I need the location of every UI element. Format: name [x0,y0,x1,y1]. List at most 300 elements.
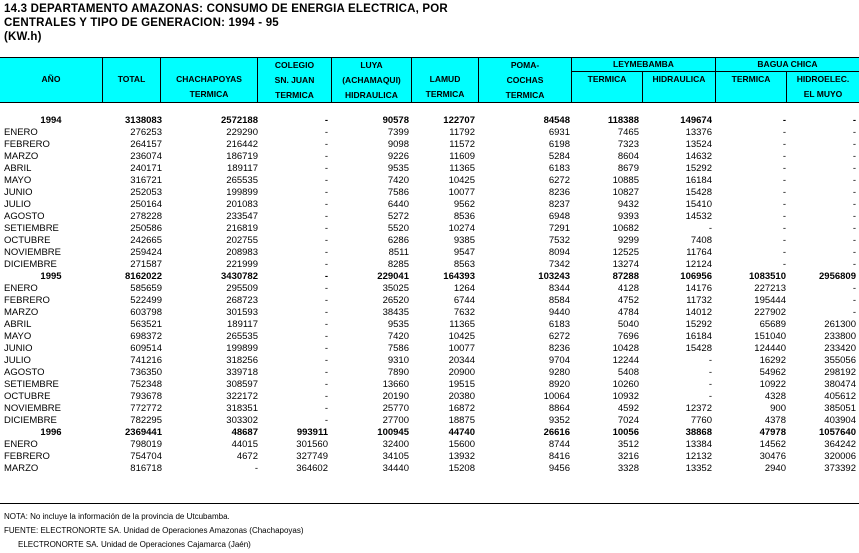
table-cell: 355056 [824,355,856,366]
table-cell: 7291 [548,223,570,234]
header-anio: AÑO [41,74,61,84]
table-cell: 7760 [690,415,712,426]
table-cell: 609514 [130,343,162,354]
row-label: FEBRERO [4,451,50,462]
table-cell: 9704 [548,355,570,366]
table-cell: 8344 [548,283,570,294]
table-cell: 20344 [448,355,475,366]
table-cell: 772772 [130,403,162,414]
table-cell: 7399 [387,127,409,138]
table-cell: 47978 [759,427,786,438]
table-cell: - [324,139,328,150]
table-cell: - [852,175,856,186]
table-cell: - [324,319,328,330]
table-cell: 741216 [130,355,162,366]
table-cell: 10260 [612,379,639,390]
header-bagua: BAGUA CHICA [757,59,818,69]
table-row [0,235,859,247]
table-cell: 25770 [382,403,409,414]
table-cell: - [782,115,786,126]
table-cell: 900 [770,403,786,414]
table-cell: 11365 [449,319,475,330]
table-cell: 278228 [130,211,162,222]
table-cell: 276253 [130,127,162,138]
table-cell: 5408 [617,367,639,378]
table-cell: 30476 [759,451,786,462]
table-cell: 10682 [612,223,639,234]
table-row [0,439,859,451]
table-cell: 7532 [548,235,570,246]
table-cell: 16184 [685,175,712,186]
table-cell: 8285 [387,259,409,270]
row-label: FEBRERO [4,139,50,150]
table-cell: 233800 [824,331,856,342]
table-cell: 9456 [548,463,570,474]
row-label: OCTUBRE [4,235,51,246]
table-cell: 11572 [449,139,475,150]
table-cell: - [708,223,712,234]
table-cell: 16292 [759,355,786,366]
table-cell: 8864 [548,403,570,414]
row-label: NOVIEMBRE [4,403,62,414]
table-cell: 242665 [130,235,162,246]
table-cell: 6183 [548,319,570,330]
table-cell: 301593 [226,307,258,318]
table-cell: 993911 [296,427,328,438]
table-cell: 189117 [227,163,258,174]
table-cell: 227902 [754,307,786,318]
table-cell: 301560 [296,439,328,450]
table-row [0,163,859,175]
table-cell: 4752 [617,295,639,306]
table-cell: 10274 [448,223,475,234]
table-cell: 118388 [607,115,639,126]
table-cell: - [782,235,786,246]
table-cell: 34440 [382,463,409,474]
table-cell: 265535 [226,331,258,342]
row-label: ENERO [4,439,38,450]
year-total-row [0,115,859,127]
table-cell: 308597 [226,379,258,390]
table-cell: 2956809 [819,271,856,282]
table-cell: 14562 [759,439,786,450]
table-cell: 4128 [617,283,639,294]
table-row [0,283,859,295]
table-cell: 2369441 [125,427,162,438]
table-cell: 13376 [685,127,712,138]
table-cell: 65689 [759,319,786,330]
table-cell: 6272 [548,175,570,186]
table-cell: 405612 [824,391,856,402]
table-cell: 9098 [387,139,409,150]
table-cell: - [782,211,786,222]
table-cell: 8604 [617,151,639,162]
table-row [0,367,859,379]
table-cell: 195444 [754,295,786,306]
table-cell: - [852,151,856,162]
table-cell: 201083 [226,199,258,210]
table-cell: - [324,391,328,402]
table-cell: 216442 [226,139,258,150]
table-cell: 4592 [617,403,639,414]
row-label: 1995 [40,271,62,282]
table-cell: 5040 [617,319,639,330]
table-cell: 233547 [226,211,258,222]
table-cell: 10425 [448,175,475,186]
table-cell: - [324,223,328,234]
table-cell: 7408 [690,235,712,246]
table-cell: 13660 [382,379,409,390]
table-cell: 13384 [685,439,712,450]
table-cell: 11609 [449,151,475,162]
table-row [0,355,859,367]
table-row [0,451,859,463]
table-cell: - [324,271,328,282]
table-cell: 20900 [448,367,475,378]
table-cell: - [324,235,328,246]
table-row [0,403,859,415]
table-cell: - [708,391,712,402]
table-cell: 13524 [685,139,712,150]
table-cell: 34105 [382,451,409,462]
table-cell: 6198 [548,139,570,150]
header-lamud: LAMUD TERMICA [425,74,465,99]
table-cell: 7465 [617,127,639,138]
table-cell: 9299 [617,235,639,246]
table-cell: 54962 [759,367,786,378]
table-cell: 10077 [448,187,475,198]
table-cell: - [324,331,328,342]
header-leymebamba-hidraulica: HIDRAULICA [652,74,706,84]
table-cell: 14012 [685,307,712,318]
table-cell: 26616 [543,427,570,438]
table-cell: 754704 [130,451,162,462]
row-label: OCTUBRE [4,391,51,402]
table-cell: 199899 [226,343,258,354]
table-row [0,391,859,403]
table-cell: 1057640 [819,427,856,438]
table-cell: 38868 [685,427,712,438]
table-cell: 13932 [448,451,475,462]
table-cell: - [852,283,856,294]
table-row [0,175,859,187]
table-cell: - [324,379,328,390]
row-label: ABRIL [4,319,32,330]
table-cell: 7632 [453,307,475,318]
table-cell: 10885 [612,175,639,186]
table-cell: 10827 [612,187,639,198]
table-cell: 202755 [226,235,258,246]
table-cell: 9432 [617,199,639,210]
table-cell: 7890 [387,367,409,378]
table-cell: 151040 [754,331,786,342]
table-cell: - [324,115,328,126]
table-cell: - [782,247,786,258]
table-cell: 8536 [453,211,475,222]
header-total: TOTAL [117,74,146,84]
table-row [0,463,859,475]
footnotes [4,510,304,552]
table-cell: 14532 [685,211,712,222]
table-row [0,415,859,427]
table-row [0,379,859,391]
table-cell: - [254,463,258,474]
source-line-1: FUENTE: ELECTRONORTE SA. Unidad de Operaciones Amazonas (Chachapoyas) [4,526,304,535]
row-label: NOVIEMBRE [4,247,62,258]
table-cell: 44740 [448,427,475,438]
table-cell: 6440 [387,199,409,210]
row-label: JUNIO [4,187,33,198]
table-cell: - [324,175,328,186]
table-cell: 8511 [388,247,409,258]
table-cell: 5520 [387,223,409,234]
table-cell: 5284 [548,151,570,162]
table-row [0,187,859,199]
table-cell: - [324,307,328,318]
table-cell: 122707 [443,115,475,126]
table-cell: 236074 [130,151,162,162]
table-cell: 9547 [453,247,475,258]
table-cell: 327749 [296,451,328,462]
table-cell: 782295 [130,415,162,426]
table-cell: 264157 [130,139,162,150]
table-cell: 14176 [685,283,712,294]
table-cell: 229041 [377,271,409,282]
table-cell: 12525 [612,247,639,258]
table-cell: 6183 [548,163,570,174]
row-label: DICIEMBRE [4,415,57,426]
table-cell: 9226 [387,151,409,162]
table-cell: - [324,343,328,354]
table-cell: 15208 [448,463,475,474]
table-cell: 221999 [226,259,258,270]
table-cell: 2572188 [221,115,258,126]
table-cell: 736350 [130,367,162,378]
table-cell: 20190 [382,391,409,402]
table-cell: - [852,259,856,270]
table-cell: 4784 [617,307,639,318]
table-cell: 164393 [443,271,475,282]
table-cell: 316721 [130,175,162,186]
table-cell: 9440 [548,307,570,318]
table-cell: 403904 [824,415,856,426]
table-cell: 7420 [387,331,409,342]
year-total-row [0,427,859,439]
table-cell: 3430782 [221,271,258,282]
table-row [0,139,859,151]
table-cell: - [852,163,856,174]
title-line-1: 14.3 DEPARTAMENTO AMAZONAS: CONSUMO DE ENERGIA ELECTRICA, POR [4,3,448,15]
row-label: SETIEMBRE [4,379,59,390]
table-cell: 8236 [548,187,570,198]
table-cell: - [324,187,328,198]
table-cell: 6744 [453,295,475,306]
row-label: FEBRERO [4,295,50,306]
table-cell: 27700 [382,415,409,426]
table-cell: 3216 [617,451,639,462]
table-cell: 9562 [453,199,475,210]
table-cell: 11365 [449,163,475,174]
table-cell: 7420 [387,175,409,186]
table-cell: 3512 [617,439,639,450]
table-cell: - [782,187,786,198]
row-label: JULIO [4,355,31,366]
table-cell: 320006 [824,451,856,462]
table-cell: 7323 [617,139,639,150]
table-cell: 698372 [130,331,162,342]
header-chachapoyas: CHACHAPOYAS TERMICA [176,74,242,99]
table-cell: 38435 [382,307,409,318]
table-cell: 8236 [548,343,570,354]
table-cell: 7342 [548,259,570,270]
row-label: AGOSTO [4,367,45,378]
table-cell: 7586 [387,343,409,354]
table-cell: 15292 [685,163,712,174]
table-cell: 9280 [548,367,570,378]
table-row [0,211,859,223]
table-cell: 16184 [685,331,712,342]
table-cell: 199899 [226,187,258,198]
table-cell: 8162022 [125,271,162,282]
table-cell: 44015 [231,439,258,450]
table-cell: 10428 [612,343,639,354]
table-cell: 216819 [226,223,258,234]
header-bottom-border [0,102,859,103]
row-label: SETIEMBRE [4,223,59,234]
table-cell: - [852,139,856,150]
table-cell: 603798 [130,307,162,318]
table-cell: - [324,295,328,306]
table-cell: - [782,223,786,234]
table-cell: 6948 [548,211,570,222]
table-cell: 303302 [226,415,258,426]
table-row [0,331,859,343]
table-cell: 1083510 [749,271,786,282]
table-row [0,247,859,259]
table-cell: - [324,247,328,258]
table-cell: 87288 [612,271,639,282]
table-row [0,295,859,307]
table-cell: 563521 [130,319,162,330]
table-cell: 240171 [130,163,162,174]
table-cell: - [852,235,856,246]
table-cell: 16872 [448,403,475,414]
table-cell: 10932 [612,391,639,402]
table-cell: - [324,163,328,174]
table-cell: 11792 [449,127,475,138]
table-cell: 7024 [617,415,639,426]
table-bottom-border [0,503,859,504]
table-cell: - [782,199,786,210]
table-cell: 380474 [824,379,856,390]
table-cell: - [852,307,856,318]
table-cell: 261300 [824,319,856,330]
table-cell: 149674 [680,115,712,126]
table-row [0,127,859,139]
table-cell: - [782,127,786,138]
table-cell: 8584 [548,295,570,306]
row-label: MAYO [4,175,32,186]
header-bagua-hidroelec: HIDROELEC. EL MUYO [796,74,850,99]
table-cell: - [852,115,856,126]
header-pomacochas: POMA- COCHAS TERMICA [505,60,545,100]
table-cell: - [324,367,328,378]
table-row [0,319,859,331]
row-label: MAYO [4,331,32,342]
table-cell: - [852,247,856,258]
header-leymebamba: LEYMEBAMBA [613,59,674,69]
table-cell: - [324,283,328,294]
table-cell: 271587 [130,259,162,270]
table-cell: 8679 [617,163,639,174]
table-cell: 798019 [130,439,162,450]
row-label: MARZO [4,307,39,318]
row-label: MARZO [4,463,39,474]
table-cell: 84548 [543,115,570,126]
table-cell: 3328 [617,463,639,474]
row-label: DICIEMBRE [4,259,57,270]
table-cell: - [324,211,328,222]
table-cell: 12372 [685,403,712,414]
table-cell: 585659 [130,283,162,294]
table-cell: - [324,355,328,366]
table-cell: 6931 [548,127,570,138]
table-cell: 186719 [226,151,258,162]
header-leymebamba-termica: TERMICA [587,74,627,84]
table-cell: 7586 [387,187,409,198]
table-cell: 9310 [387,355,409,366]
table-cell: 229290 [226,127,258,138]
table-cell: 259424 [130,247,162,258]
row-label: 1994 [40,115,62,126]
table-cell: - [324,151,328,162]
table-cell: 8744 [548,439,570,450]
table-cell: 35025 [382,283,409,294]
table-cell: 752348 [130,379,162,390]
table-cell: 4328 [764,391,786,402]
table-cell: 5272 [387,211,409,222]
table-cell: 10064 [543,391,570,402]
table-cell: 189117 [227,319,258,330]
table-cell: 364242 [824,439,856,450]
table-cell: - [852,187,856,198]
title-unit: (KW.h) [4,31,42,43]
table-cell: - [782,151,786,162]
table-cell: 252053 [130,187,162,198]
title-line-2: CENTRALES Y TIPO DE GENERACION: 1994 - 95 [4,17,279,29]
table-cell: 268723 [226,295,258,306]
header-colegio: COLEGIO SN. JUAN TERMICA [274,60,315,100]
table-cell: 10425 [448,331,475,342]
table-cell: - [708,367,712,378]
table-cell: 9352 [548,415,570,426]
table-cell: 522499 [130,295,162,306]
table-cell: 318256 [226,355,258,366]
table-cell: 318351 [226,403,258,414]
table-cell: 322172 [226,391,258,402]
table-cell: 48687 [231,427,258,438]
table-row [0,307,859,319]
row-label: ABRIL [4,163,32,174]
report-title [4,2,448,44]
table-cell: 26520 [382,295,409,306]
table-cell: 8563 [453,259,475,270]
table-cell: 7696 [617,331,639,342]
row-label: AGOSTO [4,211,45,222]
table-cell: 9385 [453,235,475,246]
table-cell: - [324,403,328,414]
table-row [0,151,859,163]
